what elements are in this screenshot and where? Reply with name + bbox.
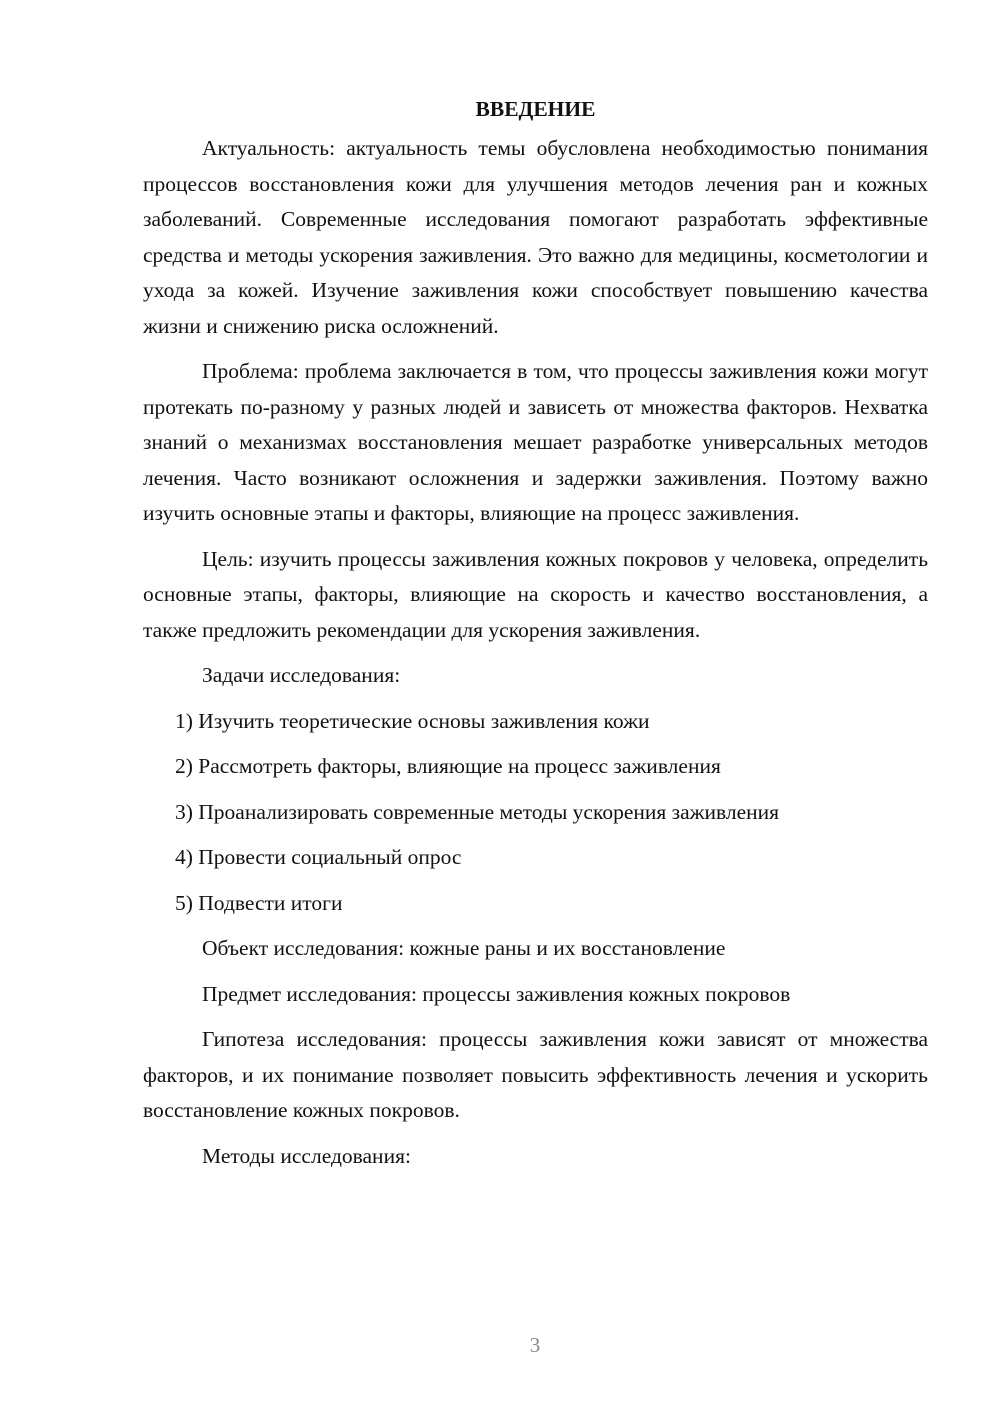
task-item-1: 1) Изучить теоретические основы заживления кожи [175, 708, 650, 733]
methods-heading: Методы исследования: [202, 1143, 411, 1168]
relevance-paragraph: Актуальность: актуальность темы обусловлена необходимостью понимания процессов восстановления кожи для улучшения методов лечения ран и кожных заболеваний. Современные исследования помогают разработать эффективные средства и методы ускорения заживления. Это важно для медицины, косметологии и ухода за кожей. Изучение заживления кожи способствует повышению качества жизни и снижению риска осложнений. [143, 136, 928, 338]
task-item-3: 3) Проанализировать современные методы ускорения заживления [175, 799, 780, 824]
page-number: 3 [529, 1333, 541, 1357]
problem-paragraph: Проблема: проблема заключается в том, что процессы заживления кожи могут протекать по-разному у разных людей и зависеть от множества факторов. Нехватка знаний о механизмах восстановления мешает разработке универсальных методов лечения. Часто возникают осложнения и задержки заживления. Поэтому важно изучить основные этапы и факторы, влияющие на процесс заживления. [143, 359, 928, 525]
object-paragraph: Объект исследования: кожные раны и их восстановление [202, 936, 726, 960]
tasks-heading: Задачи исследования: [202, 663, 401, 687]
hypothesis-paragraph: Гипотеза исследования: процессы заживления кожи зависят от множества факторов, и их понимание позволяет повысить эффективность лечения и ускорить восстановление кожных покровов. [143, 1027, 928, 1122]
tasks-list [143, 704, 928, 922]
task-item-4: 4) Провести социальный опрос [175, 845, 462, 869]
section-title: ВВЕДЕНИЕ [475, 97, 596, 121]
task-item-5: 5) Подвести итоги [175, 890, 343, 915]
page-content [143, 92, 928, 1184]
task-item-2: 2) Рассмотреть факторы, влияющие на процесс заживления [175, 754, 721, 778]
goal-paragraph: Цель: изучить процессы заживления кожных покровов у человека, определить основные этапы, факторы, влияющие на скорость и качество восстановления, а также предложить рекомендации для ускорения заживления. [143, 546, 928, 642]
subject-paragraph: Предмет исследования: процессы заживления кожных покровов [202, 981, 791, 1006]
